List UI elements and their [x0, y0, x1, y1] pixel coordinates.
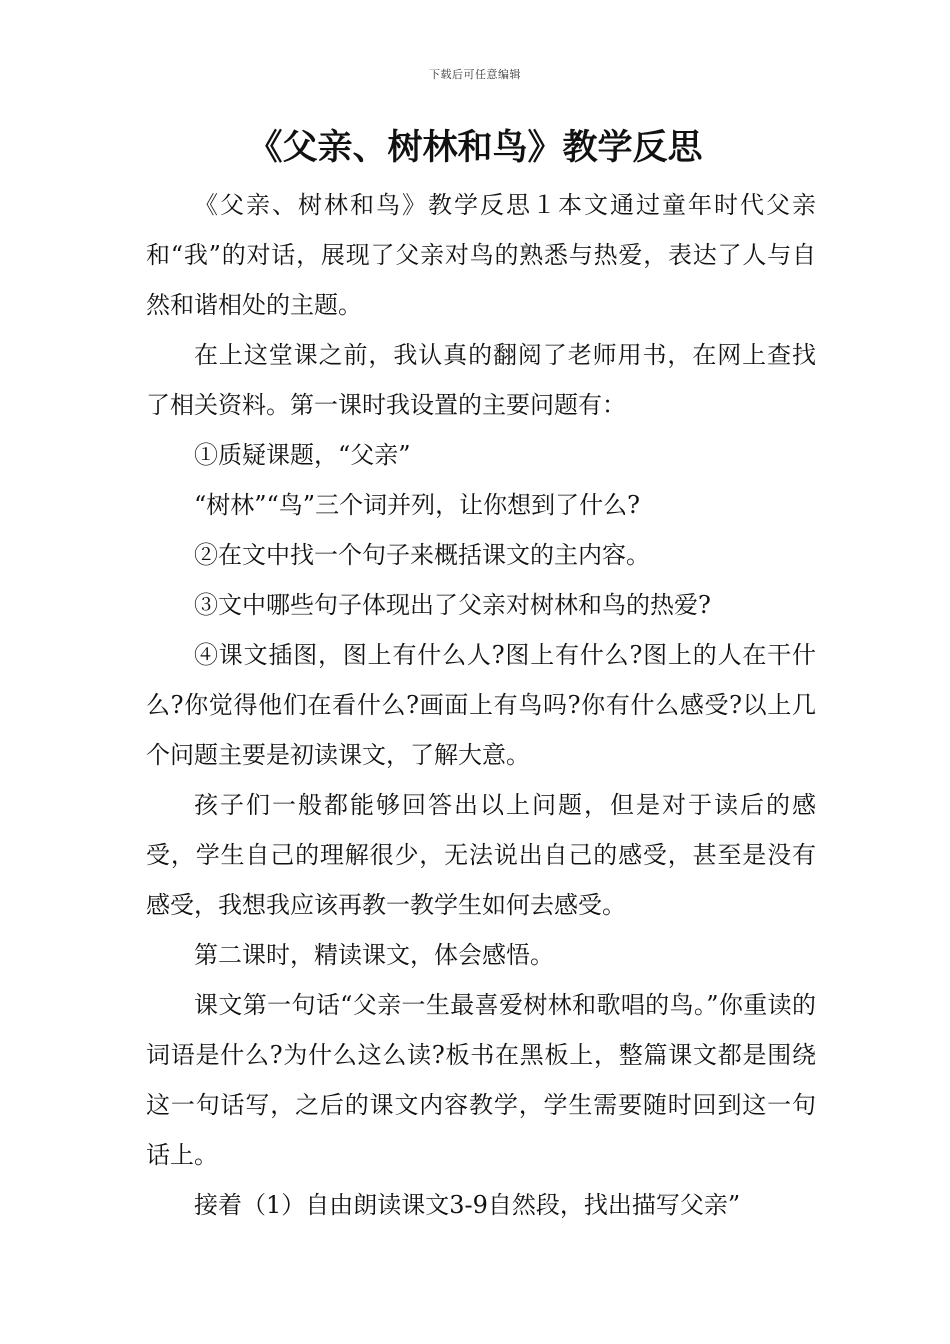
question-1b: “树林”“鸟”三个词并列，让你想到了什么?: [194, 491, 640, 519]
question-1a: ①质疑课题，“父亲”: [194, 441, 411, 469]
paragraph-intro: 《父亲、树林和鸟》教学反思１本文通过童年时代父亲和“我”的对话，展现了父亲对鸟的熟悉与热爱，表达了人与自然和谐相处的主题。: [146, 191, 816, 319]
document-body: [146, 180, 816, 1230]
paragraph-second-lesson: 第二课时，精读课文，体会感悟。: [194, 941, 554, 969]
question-3: ③文中哪些句子体现出了父亲对树林和鸟的热爱?: [194, 591, 711, 619]
paragraph-reflection: 孩子们一般都能够回答出以上问题，但是对于读后的感受，学生自己的理解很少，无法说出自己的感受，甚至是没有感受，我想我应该再教一教学生如何去感受。: [146, 791, 816, 919]
document-title: 《父亲、树林和鸟》教学反思: [247, 128, 703, 168]
question-2: ②在文中找一个句子来概括课文的主内容。: [194, 541, 650, 569]
header-note: 下载后可任意编辑: [429, 68, 521, 81]
paragraph-next-step: 接着（1）自由朗读课文3-9自然段，找出描写父亲”: [194, 1191, 741, 1219]
question-4: ④课文插图，图上有什么人?图上有什么?图上的人在干什么?你觉得他们在看什么?画面上有鸟吗?你有什么感受?以上几个问题主要是初读课文，了解大意。: [146, 641, 816, 769]
paragraph-key-sentence: 课文第一句话“父亲一生最喜爱树林和歌唱的鸟。”你重读的词语是什么?为什么这么读?板书在黑板上，整篇课文都是围绕这一句话写，之后的课文内容教学，学生需要随时回到这一句话上。: [146, 991, 816, 1169]
paragraph-preparation: 在上这堂课之前，我认真的翻阅了老师用书，在网上查找了相关资料。第一课时我设置的主要问题有：: [146, 341, 816, 419]
